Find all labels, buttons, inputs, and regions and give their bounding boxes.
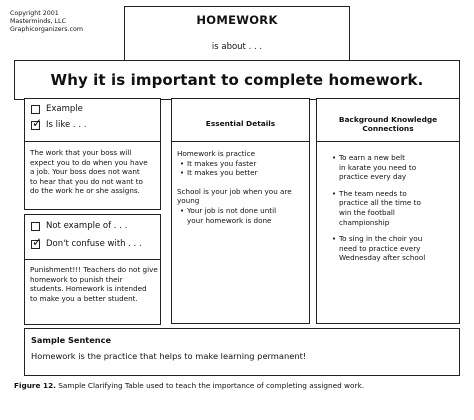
text-line: do the work he or she assigns. — [30, 186, 140, 196]
copyright-line: Masterminds, LLC — [10, 18, 66, 25]
sample-sentence-box — [24, 328, 460, 376]
is-like-checkbox[interactable] — [31, 115, 43, 130]
list-item — [177, 206, 305, 225]
list-item-text: win the football — [339, 207, 395, 217]
essential-details-content — [177, 149, 305, 225]
list-item — [329, 189, 455, 227]
non-example-box — [24, 214, 161, 325]
list-item-text: practice every day — [339, 172, 407, 182]
is-about-label: is about . . . — [211, 42, 263, 52]
not-example-row — [31, 220, 127, 232]
figure-caption — [14, 381, 364, 390]
list-item-text: Wednesday after school — [339, 253, 426, 263]
divider — [25, 141, 160, 142]
list-item-text: The team needs to — [339, 188, 407, 198]
list-item — [177, 159, 305, 169]
essential-details-heading: Essential Details — [205, 119, 276, 128]
list-item-text: in karate you need to — [339, 162, 417, 172]
background-knowledge-box — [316, 98, 460, 324]
dont-confuse-row — [31, 234, 142, 250]
text-line: expect you to do when you have — [30, 157, 148, 167]
list-item — [177, 168, 305, 178]
list-item-text: To earn a new belt — [339, 153, 405, 162]
list-item-text: It makes you better — [187, 168, 258, 178]
topic-title: HOMEWORK — [196, 13, 278, 27]
bullet-icon: • — [331, 188, 337, 198]
heading-line: Background Knowledge — [338, 115, 438, 124]
example-box — [24, 98, 161, 210]
example-checkbox[interactable] — [31, 105, 40, 114]
bullet-icon: • — [331, 153, 337, 162]
text-line: to make you a better student. — [30, 293, 138, 303]
main-idea-text: Why it is important to complete homework. — [50, 71, 424, 89]
bullet-icon: • — [331, 234, 337, 244]
example-row — [31, 103, 83, 115]
text-line: a job. Your boss does not want — [30, 167, 140, 177]
copyright-line: Graphicorganizers.com — [10, 26, 83, 33]
sample-sentence-text: Homework is the practice that helps to make learning permanent! — [31, 351, 307, 361]
not-example-checkbox[interactable] — [31, 222, 40, 231]
detail-intro: Homework is practice — [177, 149, 255, 158]
checkmark-icon: ✓ — [32, 115, 43, 130]
example-text — [30, 148, 156, 196]
caption-text: Sample Clarifying Table used to teach the importance of completing assigned work. — [58, 381, 365, 390]
list-item-text: need to practice every — [339, 243, 421, 253]
list-item-text: championship — [339, 217, 390, 227]
non-example-text — [30, 265, 156, 303]
detail-intro: School is your job when you are — [177, 186, 292, 196]
divider — [317, 141, 459, 142]
text-line: students. Homework is intended — [30, 284, 147, 294]
list-item-text: It makes you faster — [187, 158, 257, 168]
text-line: homework to punish their — [30, 274, 123, 284]
detail-intro: young — [177, 196, 200, 206]
background-knowledge-content — [329, 153, 455, 263]
divider — [25, 259, 160, 260]
bullet-icon: • — [179, 168, 185, 178]
copyright-notice — [10, 10, 110, 34]
heading-line: Connections — [362, 124, 414, 134]
text-line: The work that your boss will — [30, 148, 132, 157]
is-like-row — [31, 115, 87, 131]
text-line: to hear that you do not want to — [30, 176, 143, 186]
list-item — [329, 153, 455, 182]
main-idea-banner — [14, 60, 460, 100]
dont-confuse-label: Don't confuse with . . . — [46, 239, 142, 249]
figure-number: Figure 12. — [14, 381, 56, 390]
list-item — [329, 234, 455, 263]
checkmark-icon: ✓ — [32, 234, 43, 249]
sample-sentence-label: Sample Sentence — [31, 335, 112, 345]
divider — [172, 141, 309, 142]
essential-details-box — [171, 98, 310, 324]
topic-box — [124, 6, 350, 61]
background-knowledge-heading — [317, 115, 459, 133]
is-like-label: Is like . . . — [46, 120, 87, 130]
list-item-text: Your job is not done until — [187, 205, 277, 215]
copyright-line: Copyright 2001 — [10, 10, 59, 17]
text-line: Punishment!!! Teachers do not give — [30, 265, 158, 274]
bullet-icon: • — [179, 158, 185, 168]
list-item-text: your homework is done — [187, 215, 272, 225]
list-item-text: practice all the time to — [339, 198, 421, 208]
dont-confuse-checkbox[interactable] — [31, 234, 43, 249]
not-example-label: Not example of . . . — [46, 221, 128, 231]
bullet-icon: • — [179, 205, 185, 215]
list-item-text: To sing in the choir you — [339, 234, 423, 244]
example-label: Example — [46, 104, 83, 114]
